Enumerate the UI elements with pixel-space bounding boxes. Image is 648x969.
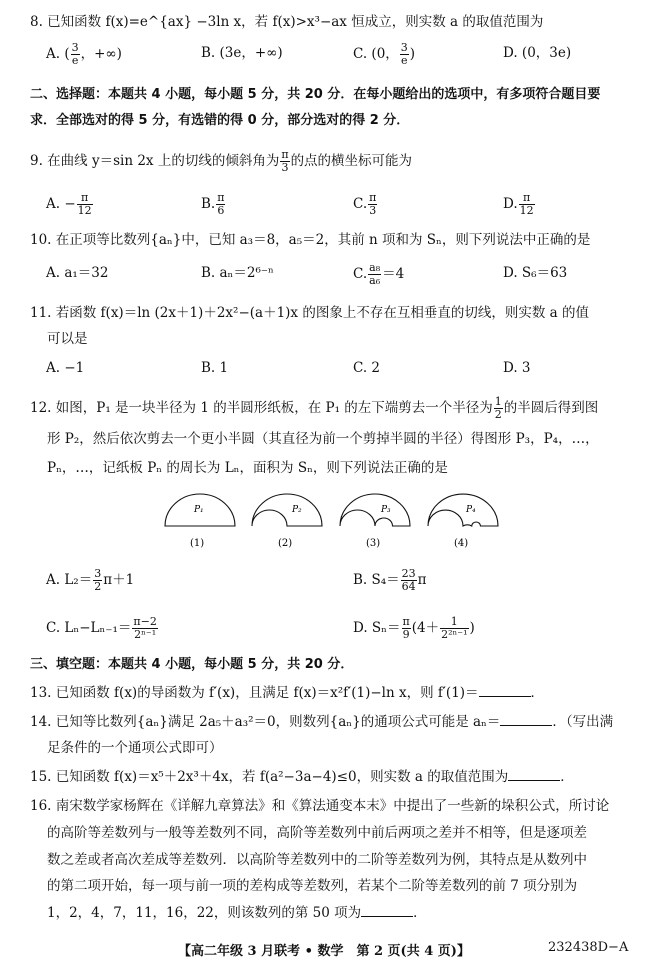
q16-stem-line5: 1，2，4，7，11，16，22，则该数列的第 50 项为 ． [47,905,427,921]
footer-title: 【高二年级 3 月联考 • 数学 第 2 页(共 4 页)】 [178,944,470,959]
q16-stem-line1: 16. 南宋数学家杨辉在《详解九章算法》和《算法通变本末》中提出了一些新的垛积公式，所讨论 [30,798,610,814]
q14-answer-blank[interactable] [500,714,552,726]
q14-stem-cont: 足条件的一个通项公式即可） [47,740,223,756]
q8-stem: 8. 已知函数 f(x)=e^{ax} −3ln x，若 f(x)>x³−ax 恒成立，则实数 a 的取值范围为 [30,14,544,30]
q9-options [46,192,626,218]
q16-stem-line3: 数之差或者高次差成等差数列．以高阶等差数列中的二阶等差数列为例，其特点是从数列中 [47,852,587,868]
section-2-heading: 二、选择题：本题共 4 小题，每小题 5 分，共 20 分．在每小题给出的选项中，有多项符合题目要 [30,87,601,102]
q8-option-d: D. (0，3e) [503,45,572,61]
figure-p4 [428,494,498,549]
q13-answer-blank[interactable] [479,685,531,697]
figure-p2-caption: (2) [278,538,293,549]
figure-p3-caption: (3) [366,538,381,549]
q12-option-a: A. L₂＝ $\frac{3}{2}$ π＋1 [46,567,135,593]
q11-options [46,357,626,383]
q12-options-row1 [46,568,626,594]
q10-option-c: C. $\frac{\text{a₈}}{\text{a₆}}$ ＝4 [353,261,405,287]
q14-stem: 14. 已知等比数列{aₙ}满足 2a₅＋a₃²＝0，则数列{aₙ}的通项公式可能是 aₙ＝ ．（写出满 [30,714,614,730]
figure-p4-label: P₄ [466,505,476,515]
q8-options [46,42,626,68]
q12-option-b: B. S₄＝ $\frac{23}{64}$ π [353,567,427,593]
q16-stem-line2: 的高阶等差数列与一般等差数列不同，高阶等差数列中前后两项之差并不相等，但是逐项差 [47,825,587,841]
q12-semicircle-figures [160,490,500,550]
figure-p1 [165,494,235,549]
q12-option-c: C. Lₙ−Lₙ₋₁＝ $\frac{\pi-2}{\text{2ⁿ⁻¹}}$ [46,615,157,641]
q10-option-a: A. a₁＝32 [46,265,109,281]
q11-option-b: B. 1 [201,360,229,376]
q12-option-d: D. Sₙ＝ $\frac{\pi}{9}$ (4＋ $\frac{1}{\text{2²ⁿ⁻¹}}$ ) [353,615,475,641]
figure-p1-label: P₁ [194,505,204,515]
page-footer [0,940,648,960]
q12-stem-line3: Pₙ，…，记纸板 Pₙ 的周长为 Lₙ，面积为 Sₙ，则下列说法正确的是 [47,460,448,476]
q8-a-fraction: $\frac{3}{e}$ [71,41,79,67]
q16-stem-line4: 的第二项开始，每一项与前一项的差构成等差数列，若某个二阶等差数列的前 7 项分别为 [47,878,578,894]
q8-option-a: A. ( $\frac{3}{e}$ ，+∞) [46,41,122,67]
q11-option-c: C. 2 [353,360,381,376]
q9-option-b: B. $\frac{\pi}{6}$ [201,191,225,217]
q15-answer-blank[interactable] [508,769,560,781]
q11-option-d: D. 3 [503,360,531,376]
q15-stem: 15. 已知函数 f(x)＝x⁵＋2x³＋4x，若 f(a²−3a−4)≤0，则实数 a 的取值范围为 ． [30,769,574,785]
figure-p2-label: P₂ [292,505,302,515]
q10-stem: 10. 在正项等比数列{aₙ}中，已知 a₃＝8，a₅＝2，其前 n 项和为 Sₙ，则下列说法中正确的是 [30,232,591,248]
q11-stem-cont: 可以是 [47,331,88,347]
footer-code: 232438D−A [548,940,629,955]
figure-p1-caption: (1) [190,538,205,549]
q9-stem: 9. 在曲线 y＝sin 2x 上的切线的倾斜角为 $\frac{\pi}{3}$ 的点的横坐标可能为 [30,148,413,174]
q11-stem: 11. 若函数 f(x)＝ln (2x＋1)＋2x²−(a＋1)x 的图象上不存在互相垂直的切线，则实数 a 的值 [30,305,589,321]
section-2-heading-cont: 求．全部选对的得 5 分，有选错的得 0 分，部分选对的得 2 分． [30,113,410,128]
figure-p4-caption: (4) [454,538,469,549]
q16-answer-blank[interactable] [361,905,413,917]
q12-stem: 12. 如图，P₁ 是一块半径为 1 的半圆形纸板，在 P₁ 的左下端剪去一个半径为 $\frac{1}{2}$ 的半圆后得到图 [30,395,599,421]
q13-stem: 13. 已知函数 f(x)的导函数为 f′(x)，且满足 f(x)＝x²f′(1)−ln x，则 f′(1)＝ ． [30,685,545,701]
q9-option-c: C. $\frac{\pi}{3}$ [353,191,377,217]
q10-option-d: D. S₆＝63 [503,265,568,281]
q12-options-row2 [46,616,626,642]
figure-p3 [340,494,410,549]
q10-options [46,262,626,288]
q8-option-b: B. (3e，+∞) [201,45,283,61]
figure-p2 [252,494,322,549]
q11-option-a: A. −1 [46,360,85,376]
figure-p3-label: P₃ [381,505,391,515]
q12-stem-line2: 形 P₂，然后依次剪去一个更小半圆（其直径为前一个剪掉半圆的半径）得图形 P₃，P₄，…， [47,431,599,447]
q8-option-c: C. (0， $\frac{3}{e}$ ) [353,41,416,67]
q9-option-d: D. $\frac{\pi}{12}$ [503,191,534,217]
section-3-heading: 三、填空题：本题共 4 小题，每小题 5 分，共 20 分． [30,657,354,672]
q9-option-a: A. − $\frac{\pi}{12}$ [46,191,92,217]
q10-option-b: B. aₙ＝2⁶⁻ⁿ [201,265,274,281]
